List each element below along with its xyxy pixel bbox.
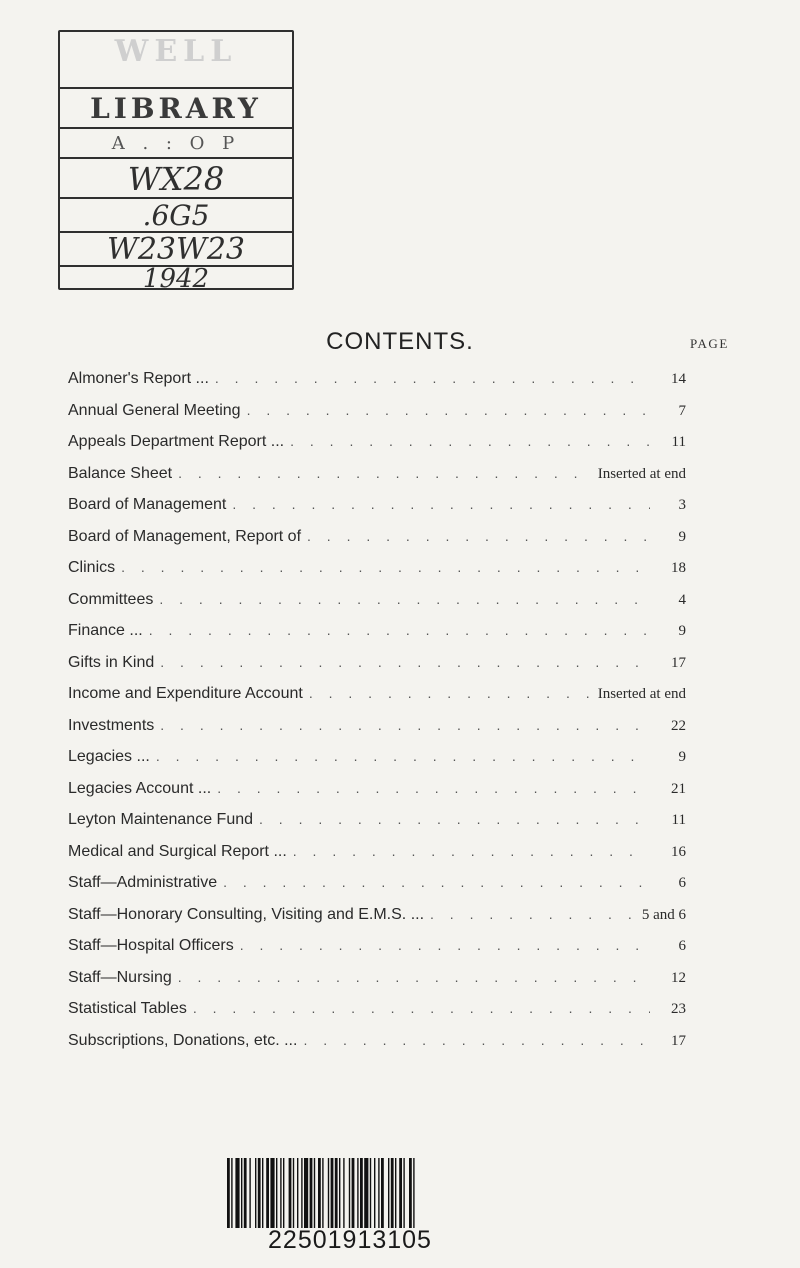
list-item xyxy=(68,489,686,521)
entry-page: 18 xyxy=(650,553,686,585)
entry-label: Investments xyxy=(68,710,160,742)
list-item xyxy=(68,741,686,773)
barcode-bar xyxy=(241,1158,242,1228)
list-item xyxy=(68,773,686,805)
leader-dots xyxy=(309,678,592,710)
barcode-bar xyxy=(381,1158,384,1228)
list-item xyxy=(68,458,686,490)
barcode-bar xyxy=(339,1158,340,1228)
entry-label: Staff—Hospital Officers xyxy=(68,930,240,962)
barcode-bar xyxy=(314,1158,315,1228)
barcode-bar xyxy=(343,1158,344,1228)
leader-dots xyxy=(240,930,650,962)
entry-label: Clinics xyxy=(68,552,121,584)
barcode-bar xyxy=(304,1158,308,1228)
barcode-bar xyxy=(270,1158,274,1228)
library-stamp xyxy=(58,30,294,290)
entry-page: Inserted at end xyxy=(592,459,686,491)
barcode-bar xyxy=(276,1158,277,1228)
list-item xyxy=(68,552,686,584)
entry-label: Gifts in Kind xyxy=(68,647,160,679)
list-item xyxy=(68,647,686,679)
leader-dots xyxy=(178,962,650,994)
leader-dots xyxy=(247,395,650,427)
entry-label: Leyton Maintenance Fund xyxy=(68,804,259,836)
barcode-bar xyxy=(328,1158,329,1228)
stamp-line: A . : O P xyxy=(60,127,292,159)
entry-page: 11 xyxy=(650,427,686,459)
list-item xyxy=(68,993,686,1025)
list-item xyxy=(68,836,686,868)
leader-dots xyxy=(430,899,636,931)
list-item xyxy=(68,930,686,962)
entry-page: 16 xyxy=(650,837,686,869)
barcode-bar xyxy=(318,1158,321,1228)
barcode-bar xyxy=(370,1158,371,1228)
barcode-bar xyxy=(388,1158,389,1228)
barcode-bar xyxy=(249,1158,250,1228)
entry-label: Staff—Nursing xyxy=(68,962,178,994)
barcode-bar xyxy=(403,1158,404,1228)
barcode-bar xyxy=(293,1158,294,1228)
barcode-bar xyxy=(391,1158,394,1228)
leader-dots xyxy=(121,552,650,584)
entry-page: 11 xyxy=(650,805,686,837)
barcode-bar xyxy=(289,1158,292,1228)
entry-label: Subscriptions, Donations, etc. ... xyxy=(68,1025,303,1057)
leader-dots xyxy=(160,710,650,742)
list-item xyxy=(68,615,686,647)
entry-page: 17 xyxy=(650,1026,686,1058)
list-item xyxy=(68,804,686,836)
entry-label: Staff—Honorary Consulting, Visiting and E.M.S. ... xyxy=(68,899,430,931)
stamp-line: 1942 xyxy=(60,265,292,288)
barcode-bar xyxy=(235,1158,239,1228)
barcode-bar xyxy=(335,1158,338,1228)
list-item xyxy=(68,521,686,553)
barcode-bar xyxy=(413,1158,414,1228)
entry-label: Board of Management, Report of xyxy=(68,521,307,553)
entry-label: Legacies Account ... xyxy=(68,773,217,805)
barcode-bar xyxy=(310,1158,313,1228)
entry-page: 6 xyxy=(650,931,686,963)
barcode-bar xyxy=(280,1158,281,1228)
entry-page: 6 xyxy=(650,868,686,900)
stamp-line: WELL xyxy=(114,34,238,69)
stamp-line: WX28 xyxy=(60,157,292,199)
barcode-bar xyxy=(266,1158,269,1228)
stamp-line: LIBRARY xyxy=(60,87,292,129)
barcode-bar xyxy=(231,1158,232,1228)
list-item xyxy=(68,363,686,395)
list-item xyxy=(68,395,686,427)
entry-page: 23 xyxy=(650,994,686,1026)
entry-page: 9 xyxy=(650,522,686,554)
barcode-bar xyxy=(255,1158,256,1228)
entry-label: Board of Management xyxy=(68,489,232,521)
leader-dots xyxy=(303,1025,650,1057)
page-title: CONTENTS. xyxy=(326,328,474,355)
barcode-bar xyxy=(322,1158,323,1228)
entry-label: Balance Sheet xyxy=(68,458,178,490)
barcode-bar xyxy=(227,1158,230,1228)
entry-label: Medical and Surgical Report ... xyxy=(68,836,293,868)
list-item xyxy=(68,1025,686,1057)
leader-dots xyxy=(149,615,650,647)
stamp-line: W23W23 xyxy=(60,231,292,267)
leader-dots xyxy=(159,584,650,616)
leader-dots xyxy=(293,836,650,868)
barcode-bar xyxy=(399,1158,402,1228)
entry-page: 7 xyxy=(650,396,686,428)
leader-dots xyxy=(307,521,650,553)
leader-dots xyxy=(290,426,650,458)
barcode-bar xyxy=(409,1158,412,1228)
list-item xyxy=(68,710,686,742)
list-item xyxy=(68,899,686,931)
barcode xyxy=(225,1158,475,1255)
entry-page: 22 xyxy=(650,711,686,743)
list-item xyxy=(68,426,686,458)
entry-page: 4 xyxy=(650,585,686,617)
entry-page: 14 xyxy=(650,364,686,396)
leader-dots xyxy=(215,363,650,395)
barcode-bar xyxy=(331,1158,334,1228)
entry-label: Statistical Tables xyxy=(68,993,193,1025)
leader-dots xyxy=(259,804,650,836)
entry-page: 21 xyxy=(650,774,686,806)
barcode-bar xyxy=(357,1158,358,1228)
barcode-bars xyxy=(225,1158,475,1228)
list-item xyxy=(68,678,686,710)
leader-dots xyxy=(156,741,650,773)
barcode-bar xyxy=(262,1158,263,1228)
barcode-bar xyxy=(395,1158,396,1228)
entry-page: 17 xyxy=(650,648,686,680)
barcode-bar xyxy=(283,1158,284,1228)
barcode-bar xyxy=(349,1158,350,1228)
leader-dots xyxy=(193,993,650,1025)
page-column-label: PAGE xyxy=(690,336,729,351)
barcode-bar xyxy=(374,1158,375,1228)
entry-label: Appeals Department Report ... xyxy=(68,426,290,458)
barcode-bar xyxy=(378,1158,379,1228)
barcode-bar xyxy=(352,1158,355,1228)
leader-dots xyxy=(217,773,650,805)
entry-page: 9 xyxy=(650,742,686,774)
entry-page: 3 xyxy=(650,490,686,522)
entry-page: 9 xyxy=(650,616,686,648)
barcode-bar xyxy=(244,1158,247,1228)
entry-label: Staff—Administrative xyxy=(68,867,223,899)
entry-page: Inserted at end xyxy=(592,679,686,711)
leader-dots xyxy=(160,647,650,679)
barcode-bar xyxy=(297,1158,298,1228)
stamp-line: .6G5 xyxy=(60,197,292,233)
entry-label: Finance ... xyxy=(68,615,149,647)
entry-label: Legacies ... xyxy=(68,741,156,773)
list-item xyxy=(68,867,686,899)
entry-page: 12 xyxy=(650,963,686,995)
barcode-bar xyxy=(360,1158,363,1228)
leader-dots xyxy=(232,489,650,521)
entry-page: 5 and 6 xyxy=(636,900,686,932)
list-item xyxy=(68,962,686,994)
list-item xyxy=(68,584,686,616)
leader-dots xyxy=(223,867,650,899)
barcode-bar xyxy=(301,1158,302,1228)
entry-label: Almoner's Report ... xyxy=(68,363,215,395)
barcode-bar xyxy=(258,1158,261,1228)
entry-label: Income and Expenditure Account xyxy=(68,678,309,710)
barcode-number: 22501913105 xyxy=(268,1226,432,1254)
leader-dots xyxy=(178,458,592,490)
entry-label: Committees xyxy=(68,584,159,616)
contents-list xyxy=(68,363,686,1056)
entry-label: Annual General Meeting xyxy=(68,395,247,427)
barcode-bar xyxy=(364,1158,368,1228)
